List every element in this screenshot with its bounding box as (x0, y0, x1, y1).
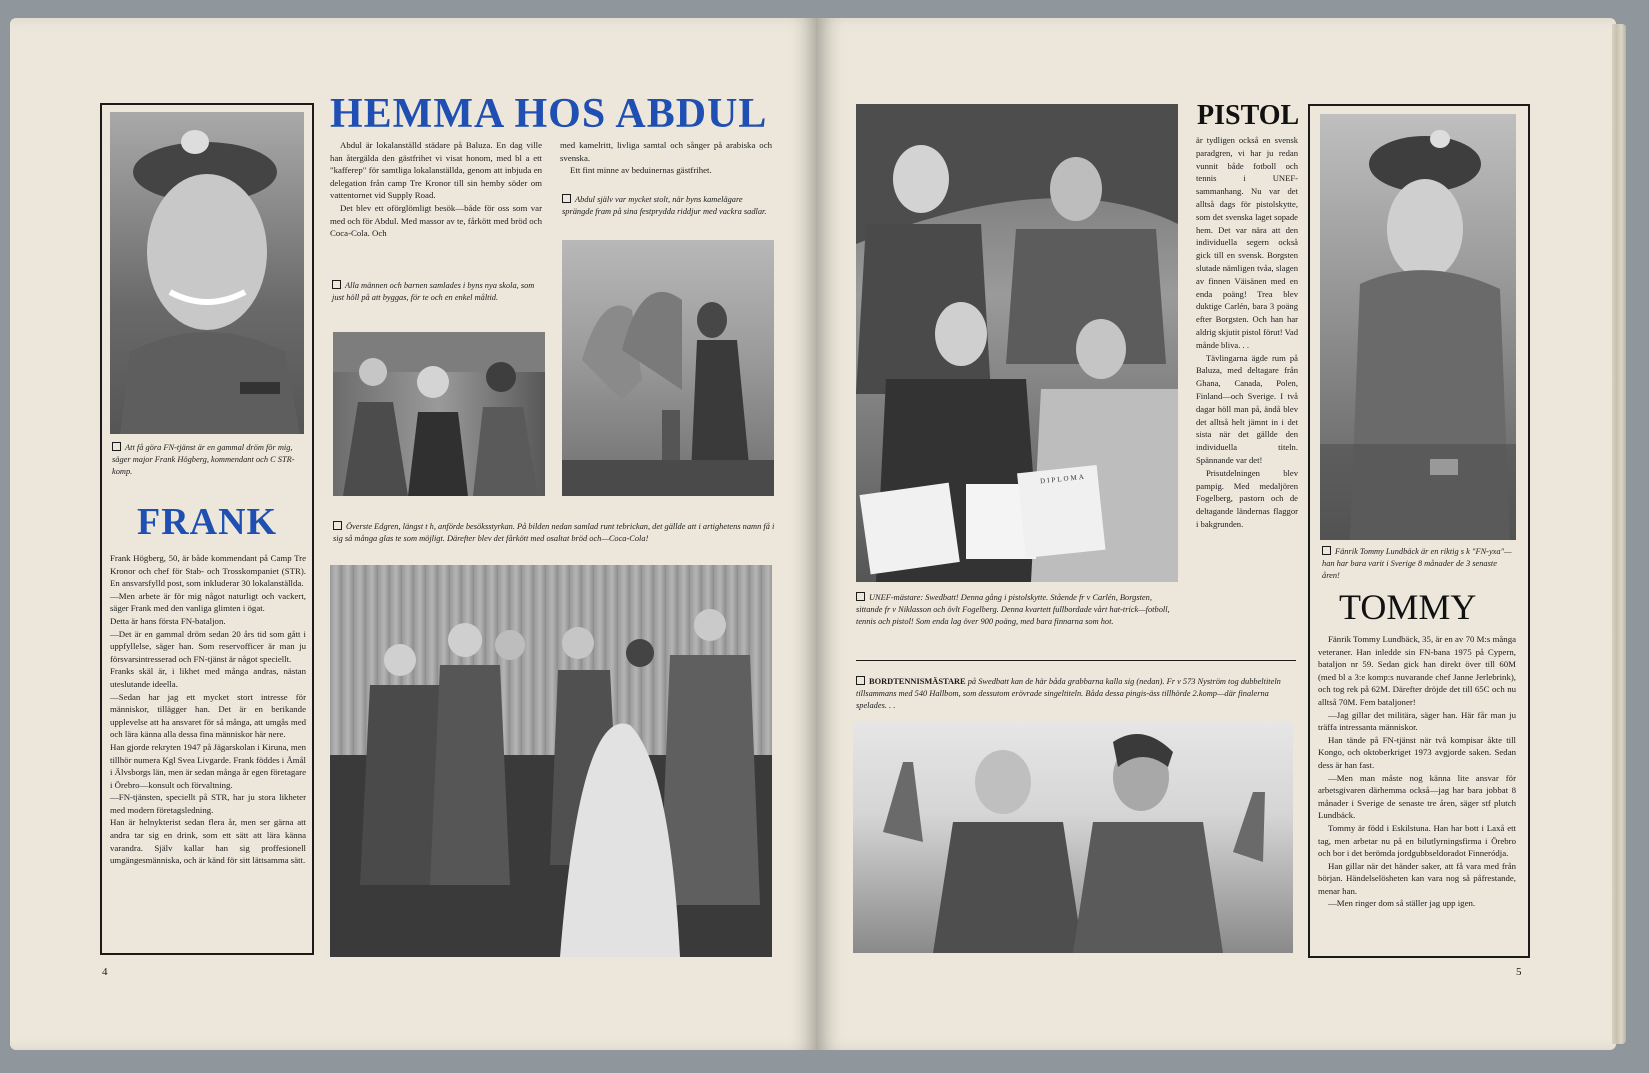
frank-body-p4: —Det är en gammal dröm sedan 20 års tid som gått i uppfyllelse, säger han. Som reservofficer är man ju försvarsintresserad och FN-tjänst är något speciellt. (110, 628, 306, 664)
frank-body-p7: Han gjorde rekryten 1947 på Jägarskolan i Kiruna, men tillhör numera Kgl Svea Livgarde. Frank föddes i Åmål i Älvsborgs län, men är sedan många år egen företagare i Örebro—konsult och förvaltning. (110, 741, 306, 790)
tennis-caption: BORDTENNISMÄSTARE på Swedbatt kan de här båda grabbarna kalla sig (nedan). Fr v 573 Nyström tog dubbeltiteln tillsammans med 540 Hallbom, som dessutom erövrade singeltiteln. Båda dessa pingis-äss tillhörde 2.komp—där finalerna spelades. . . (856, 677, 1281, 710)
frank-portrait-photo (110, 112, 304, 434)
abdul-tea-caption: Överste Edgren, längst t h, anförde besöksstyrkan. På bilden nedan samlad runt tebrickan, det gällde att i artighetens namn få i sig så många glas te som möjligt. Därefter blev det fårkött med osaltat bröd och—Coca-Cola! (333, 522, 775, 543)
tommy-body-p3: Han tände på FN-tjänst när två kompisar åkte till Kongo, och oktoberkriget 1973 avgjorde saken. Sedan dess är han fast. (1318, 734, 1516, 770)
diploma-label: DIPLOMA (1039, 472, 1087, 486)
frank-body-p2: —Men arbete är för mig något naturligt och vackert, säger Frank med den vanliga glimten i ögat. (110, 590, 306, 614)
abdul-headline: HEMMA HOS ABDUL (330, 91, 768, 137)
tommy-body-p1: Fänrik Tommy Lundbäck, 35, är en av 70 M:s många veteraner. Han inledde sin FN-bana 1975 på Cypern, bataljon nr 59. Sedan gick han direkt över till 60M (med bl a 3:e komp:s nuvarande chef Janne Jerlebrink), och tog rek på 62M. Därefter dröjde det till 65C och nu alltså 70M. Fem bataljoner! (1318, 634, 1516, 707)
pistol-caption: UNEF-mästare: Swedbatt! Denna gång i pistolskytte. Stående fr v Carlén, Borgsten, sittande fr v Niklasson och övlt Fogelberg. Denna kvartett fullbordade vårt hat-trick—fotboll, tennis och pistol! Som enda lag över 900 poäng, med bara finnarna som hot. (856, 593, 1170, 626)
tennis-top-rule (856, 660, 1296, 661)
pistol-body (1196, 134, 1298, 531)
tommy-body-p4: —Men man måste nog känna lite ansvar för arbetsgivaren därhemma också—jag har bara jobbat 8 månader i Sverige de senaste tre åren, säger stf plutch Lundbäck. (1318, 772, 1516, 821)
pistol-team-photo (856, 104, 1178, 582)
tommy-headline: TOMMY (1339, 587, 1477, 627)
pistol-body-p3: Prisutdelningen blev pampig. Med medaljören Fogelberg, pastorn och de deltagande ländernas flaggor i bakgrunden. (1196, 467, 1298, 529)
tommy-body-p2: —Jag gillar det militära, säger han. Här får man ju träffa intressanta människor. (1318, 709, 1516, 733)
frank-headline: FRANK (137, 501, 278, 543)
frank-body-p5: Franks skäl är, i likhet med många andras, nästan uteslutande ideella. (110, 666, 306, 689)
abdul-body-p3: med kamelritt, livliga samtal och sånger på arabiska och svenska. (560, 140, 772, 163)
abdul-body-p4: Ett fint minne av beduinernas gästfrihet. (570, 165, 712, 176)
pistol-headline: PISTOL (1197, 100, 1300, 131)
tommy-caption: Fänrik Tommy Lundbäck är en riktig s k "FN-yxa"—han har bara varit i Sverige 8 månader de 3 senaste åren! (1322, 547, 1512, 580)
table-tennis-champions-photo (853, 722, 1293, 953)
page-edge (1612, 24, 1626, 1044)
frank-body-p6: —Sedan har jag ett mycket stort intresse för människor, tillägger han. Det är en berikande upplevelse att ha ansvaret för så många, att umgås med och lära känna alla dessa fina människor här nere. (110, 691, 306, 740)
tommy-portrait-photo (1320, 114, 1516, 540)
right-page-number: 5 (1516, 966, 1522, 978)
left-page-number: 4 (102, 966, 108, 978)
frank-caption: Att få göra FN-tjänst är en gammal dröm för mig, säger major Frank Högberg, kommendant och C STR-komp. (112, 443, 295, 476)
village-group-photo (333, 332, 545, 496)
camel-riders-photo (562, 240, 774, 496)
tommy-body-p5: Tommy är född i Eskilstuna. Han har bott i Laxå ett tag, men arbetar nu på en bilutlyrningsfirma i Örebro och bor i det berömda jordgubbseldoradot Finneródja. (1318, 822, 1516, 859)
pistol-body-p2: Tävlingarna ägde rum på Baluza, med deltagare från Ghana, Canada, Polen, Finland—och Sverige. I två dagar höll man på, ändå blev det alltså helt jämnt in i det sista när det gällde den individuella titeln. Spännande var det! (1196, 352, 1298, 465)
abdul-body-p1: Abdul är lokalanställd städare på Baluza. En dag ville han återgälda den gästfrihet vi visat honom, med bl a ett "kafferep" för samtliga lokalanställda, genom att inbjuda en delegation från camp Tre Kronor till sin hemby söder om vattentornet vid Supply Road. (330, 140, 542, 201)
tommy-body (1318, 633, 1516, 910)
pistol-body-p1: är tydligen också en svensk paradgren, vi har ju redan vunnit både fotboll och tennis i UNEF- sammanhang. Nu var det alltså dags för pistolskytte, som det svenska laget sopade hem. Det var nära att den individuella segern också gick till en svensk. Borgsten slutade nämligen tvåa, slagen av finnen Väisänen med en enda poäng! Trea blev duktige Carlén, bara 3 poäng efter Borgsten. Och han har aldrig skjutit pistol förut! Vad månde bliva. . . (1196, 135, 1299, 350)
tommy-body-p7: —Men ringer dom så ställer jag upp igen. (1328, 898, 1476, 909)
abdul-body-col1 (330, 139, 542, 240)
abdul-camel-caption: Abdul själv var mycket stolt, när byns kamelägare sprängde fram på sina festprydda riddjur med vackra sadlar. (562, 195, 767, 216)
abdul-body-col2 (560, 139, 772, 177)
frank-body-p3: Detta är hans första FN-bataljon. (110, 615, 226, 626)
frank-body-p1: Frank Högberg, 50, är både kommendant på Camp Tre Kronor och chef för Stab- och Trosskompaniet (STR). En ansvarsfylld post, som inkluderar 30 lokalanställda. (110, 553, 306, 589)
frank-body (110, 552, 306, 867)
abdul-body-p2: Det blev ett oförglömligt besök—både för oss som var med och för Abdul. Med massor av te, fårkött med bröd och Coca-Cola. Och (330, 202, 542, 239)
tea-gathering-photo (330, 565, 772, 957)
frank-body-p8: —FN-tjänsten, speciellt på STR, har ju stora likheter med modern företagsledning. (110, 792, 306, 815)
tommy-body-p6: Han gillar när det händer saker, att få vara med från början. Händelselösheten kan vara nog så påfrestande, menar han. (1318, 860, 1516, 896)
frank-body-p9: Han är helnykterist sedan flera år, men ser gärna att andra tar sig en drink, som ett sätt att lära känna varandra. Själv kallar han sig proffesionell umgängesmänniska, och är känd för sitt lättsamma sätt. (110, 817, 306, 866)
abdul-village-caption: Alla männen och barnen samlades i byns nya skola, som just höll på att byggas, för te och en enkel måltid. (332, 281, 535, 302)
